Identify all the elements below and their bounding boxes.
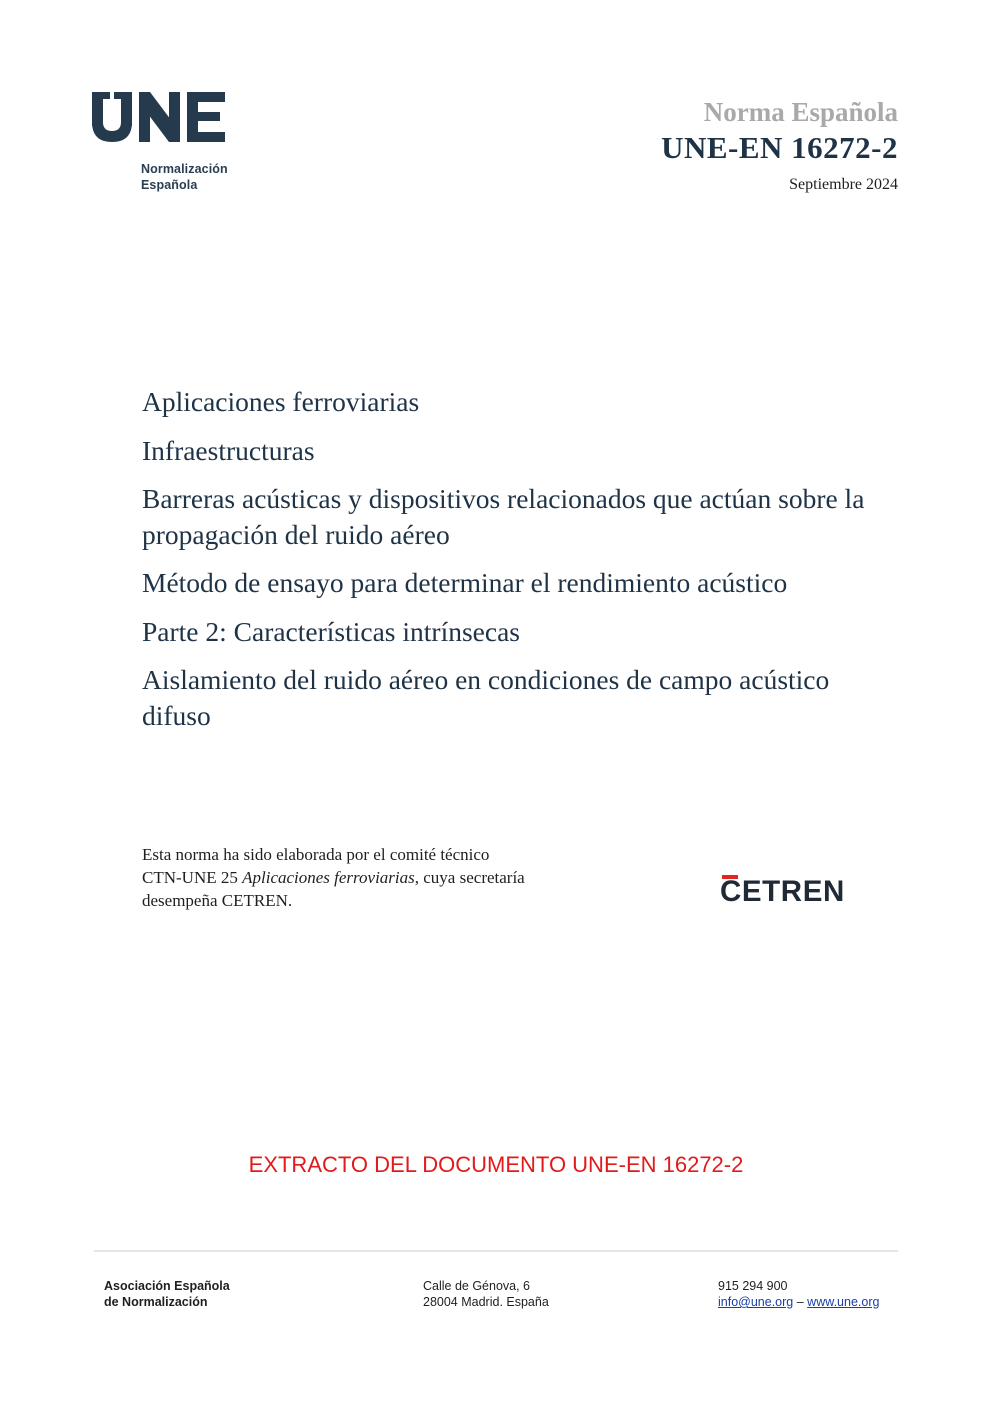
standard-type-label: Norma Española	[703, 97, 898, 127]
footer-divider	[94, 1250, 898, 1252]
une-logo-mark-icon	[92, 88, 232, 148]
title-line: Aplicaciones ferroviarias	[142, 386, 420, 417]
title-line: Infraestructuras	[142, 434, 315, 466]
logo-subtitle-line1: Normalización	[141, 162, 228, 176]
une-logo	[92, 88, 242, 198]
link-separator: –	[796, 1295, 804, 1309]
footer-organization	[104, 1278, 230, 1310]
committee-name: Aplicaciones ferroviarias	[242, 868, 415, 887]
extract-notice: EXTRACTO DEL DOCUMENTO UNE-EN 16272-2	[248, 1152, 744, 1177]
footer-links	[718, 1294, 879, 1310]
committee-statement	[142, 843, 642, 912]
website-link[interactable]: www.une.org	[807, 1295, 880, 1309]
cetren-logo-text: CETREN	[720, 875, 845, 908]
footer-org-line1: Asociación Española	[104, 1279, 230, 1293]
email-link[interactable]: info@une.org	[718, 1295, 794, 1309]
footer-org-line2: de Normalización	[104, 1295, 208, 1309]
publication-date: Septiembre 2024	[789, 176, 898, 193]
title-line: Aislamiento del ruido aéreo en condiciones de campo acústico difuso	[142, 664, 830, 731]
footer-contact	[718, 1278, 879, 1310]
standard-header	[661, 96, 898, 196]
committee-line1: Esta norma ha sido elaborada por el comité técnico	[142, 845, 490, 864]
committee-line2-suffix: , cuya secretaría	[414, 868, 525, 887]
committee-line3: desempeña CETREN.	[142, 891, 293, 910]
title-line: Parte 2: Características intrínsecas	[142, 615, 520, 647]
cetren-logo	[720, 874, 865, 910]
committee-line2	[142, 866, 642, 889]
footer-address-line2: 28004 Madrid. España	[423, 1295, 549, 1309]
logo-subtitle	[141, 161, 228, 193]
title-line: Método de ensayo para determinar el rendimiento acústico	[142, 567, 788, 598]
committee-code: CTN-UNE 25	[142, 868, 243, 887]
footer-phone: 915 294 900	[718, 1279, 788, 1293]
document-titles	[142, 384, 902, 746]
standard-code: UNE-EN 16272-2	[661, 130, 898, 165]
logo-subtitle-line2: Española	[141, 178, 198, 192]
footer-address-line1: Calle de Génova, 6	[423, 1279, 531, 1293]
title-line: Barreras acústicas y dispositivos relacionados que actúan sobre la propagación del ruido aéreo	[142, 483, 865, 550]
footer-address	[423, 1278, 549, 1310]
